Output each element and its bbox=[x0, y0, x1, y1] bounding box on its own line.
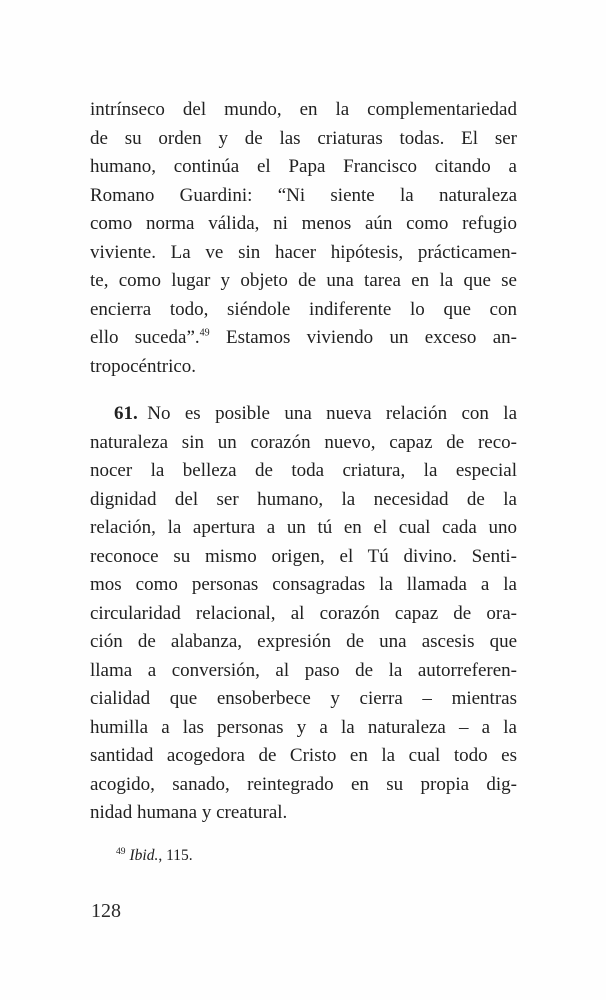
text-segment: cialidad que ensoberbece y cierra – mientras bbox=[90, 688, 517, 709]
text-segment: humilla a las personas y a la naturaleza – a la bbox=[90, 716, 517, 738]
text-segment: como norma válida, ni menos aún como refugio bbox=[90, 213, 517, 234]
text-line bbox=[90, 429, 517, 458]
text-line bbox=[90, 457, 517, 486]
text-segment: No es posible una nueva relación con la bbox=[137, 403, 517, 424]
text-line bbox=[90, 543, 517, 572]
text-segment: intrínseco del mundo, en la complementariedad bbox=[90, 99, 517, 120]
footnote bbox=[90, 846, 517, 866]
text-segment: llama a conversión, al paso de la autorreferen- bbox=[90, 659, 517, 681]
text-line bbox=[90, 267, 517, 296]
text-line bbox=[90, 799, 517, 828]
footnote-reference-superscript: 49 bbox=[199, 327, 210, 339]
text-segment: reconoce su mismo origen, el Tú divino. Senti- bbox=[90, 545, 517, 567]
text-line bbox=[90, 296, 517, 325]
text-segment: circularidad relacional, al corazón capaz de ora- bbox=[90, 602, 517, 624]
paragraph-continuation bbox=[90, 96, 517, 381]
text-segment: tropocéntrico. bbox=[90, 355, 197, 377]
text-line bbox=[90, 486, 517, 515]
text-segment: viviente. La ve sin hacer hipótesis, prácticamen- bbox=[90, 241, 517, 263]
footnote-reference-rest: , 115. bbox=[158, 847, 193, 864]
text-line bbox=[90, 657, 517, 686]
text-segment: nocer la belleza de toda criatura, la especial bbox=[90, 460, 517, 481]
paragraph-61 bbox=[90, 400, 517, 828]
text-line bbox=[90, 182, 517, 211]
text-segment: dignidad del ser humano, la necesidad de la bbox=[90, 488, 517, 510]
text-segment: naturaleza sin un corazón nuevo, capaz de reco- bbox=[90, 431, 517, 453]
text-line bbox=[90, 125, 517, 154]
text-line bbox=[90, 600, 517, 629]
text-segment: Romano Guardini: “Ni siente la naturaleza bbox=[90, 184, 517, 206]
text-segment: mos como personas consagradas la llamada a la bbox=[90, 574, 517, 595]
footnote-marker: 49 bbox=[116, 846, 126, 857]
text-line bbox=[90, 210, 517, 239]
text-segment: Estamos viviendo un exceso an- bbox=[209, 327, 517, 348]
text-segment: ello suceda”. bbox=[90, 327, 200, 348]
text-segment: ción de alabanza, expresión de una ascesis que bbox=[90, 631, 517, 652]
text-segment: relación, la apertura a un tú en el cual cada uno bbox=[90, 517, 517, 538]
text-line bbox=[90, 514, 517, 543]
body-text bbox=[90, 96, 517, 828]
text-segment: 61. bbox=[114, 403, 138, 424]
text-line bbox=[90, 685, 517, 714]
text-segment: nidad humana y creatural. bbox=[90, 802, 288, 823]
text-line bbox=[90, 324, 517, 353]
text-segment: de su orden y de las criaturas todas. El ser bbox=[90, 127, 517, 149]
page-number: 128 bbox=[91, 900, 121, 922]
text-line bbox=[90, 571, 517, 600]
text-line bbox=[90, 742, 517, 771]
text-line bbox=[90, 628, 517, 657]
text-segment: te, como lugar y objeto de una tarea en la que se bbox=[90, 270, 517, 291]
text-segment: acogido, sanado, reintegrado en su propia dig- bbox=[90, 773, 517, 795]
text-line bbox=[90, 153, 517, 182]
text-segment: encierra todo, siéndole indiferente lo que con bbox=[90, 298, 517, 320]
text-line bbox=[90, 400, 517, 429]
footnote-reference-italic: Ibid. bbox=[129, 847, 159, 864]
text-line bbox=[90, 714, 517, 743]
text-segment: santidad acogedora de Cristo en la cual todo es bbox=[90, 745, 517, 766]
text-line bbox=[90, 353, 517, 382]
text-line bbox=[90, 771, 517, 800]
text-segment: humano, continúa el Papa Francisco citando a bbox=[90, 156, 517, 177]
text-line bbox=[90, 96, 517, 125]
text-line bbox=[90, 239, 517, 268]
